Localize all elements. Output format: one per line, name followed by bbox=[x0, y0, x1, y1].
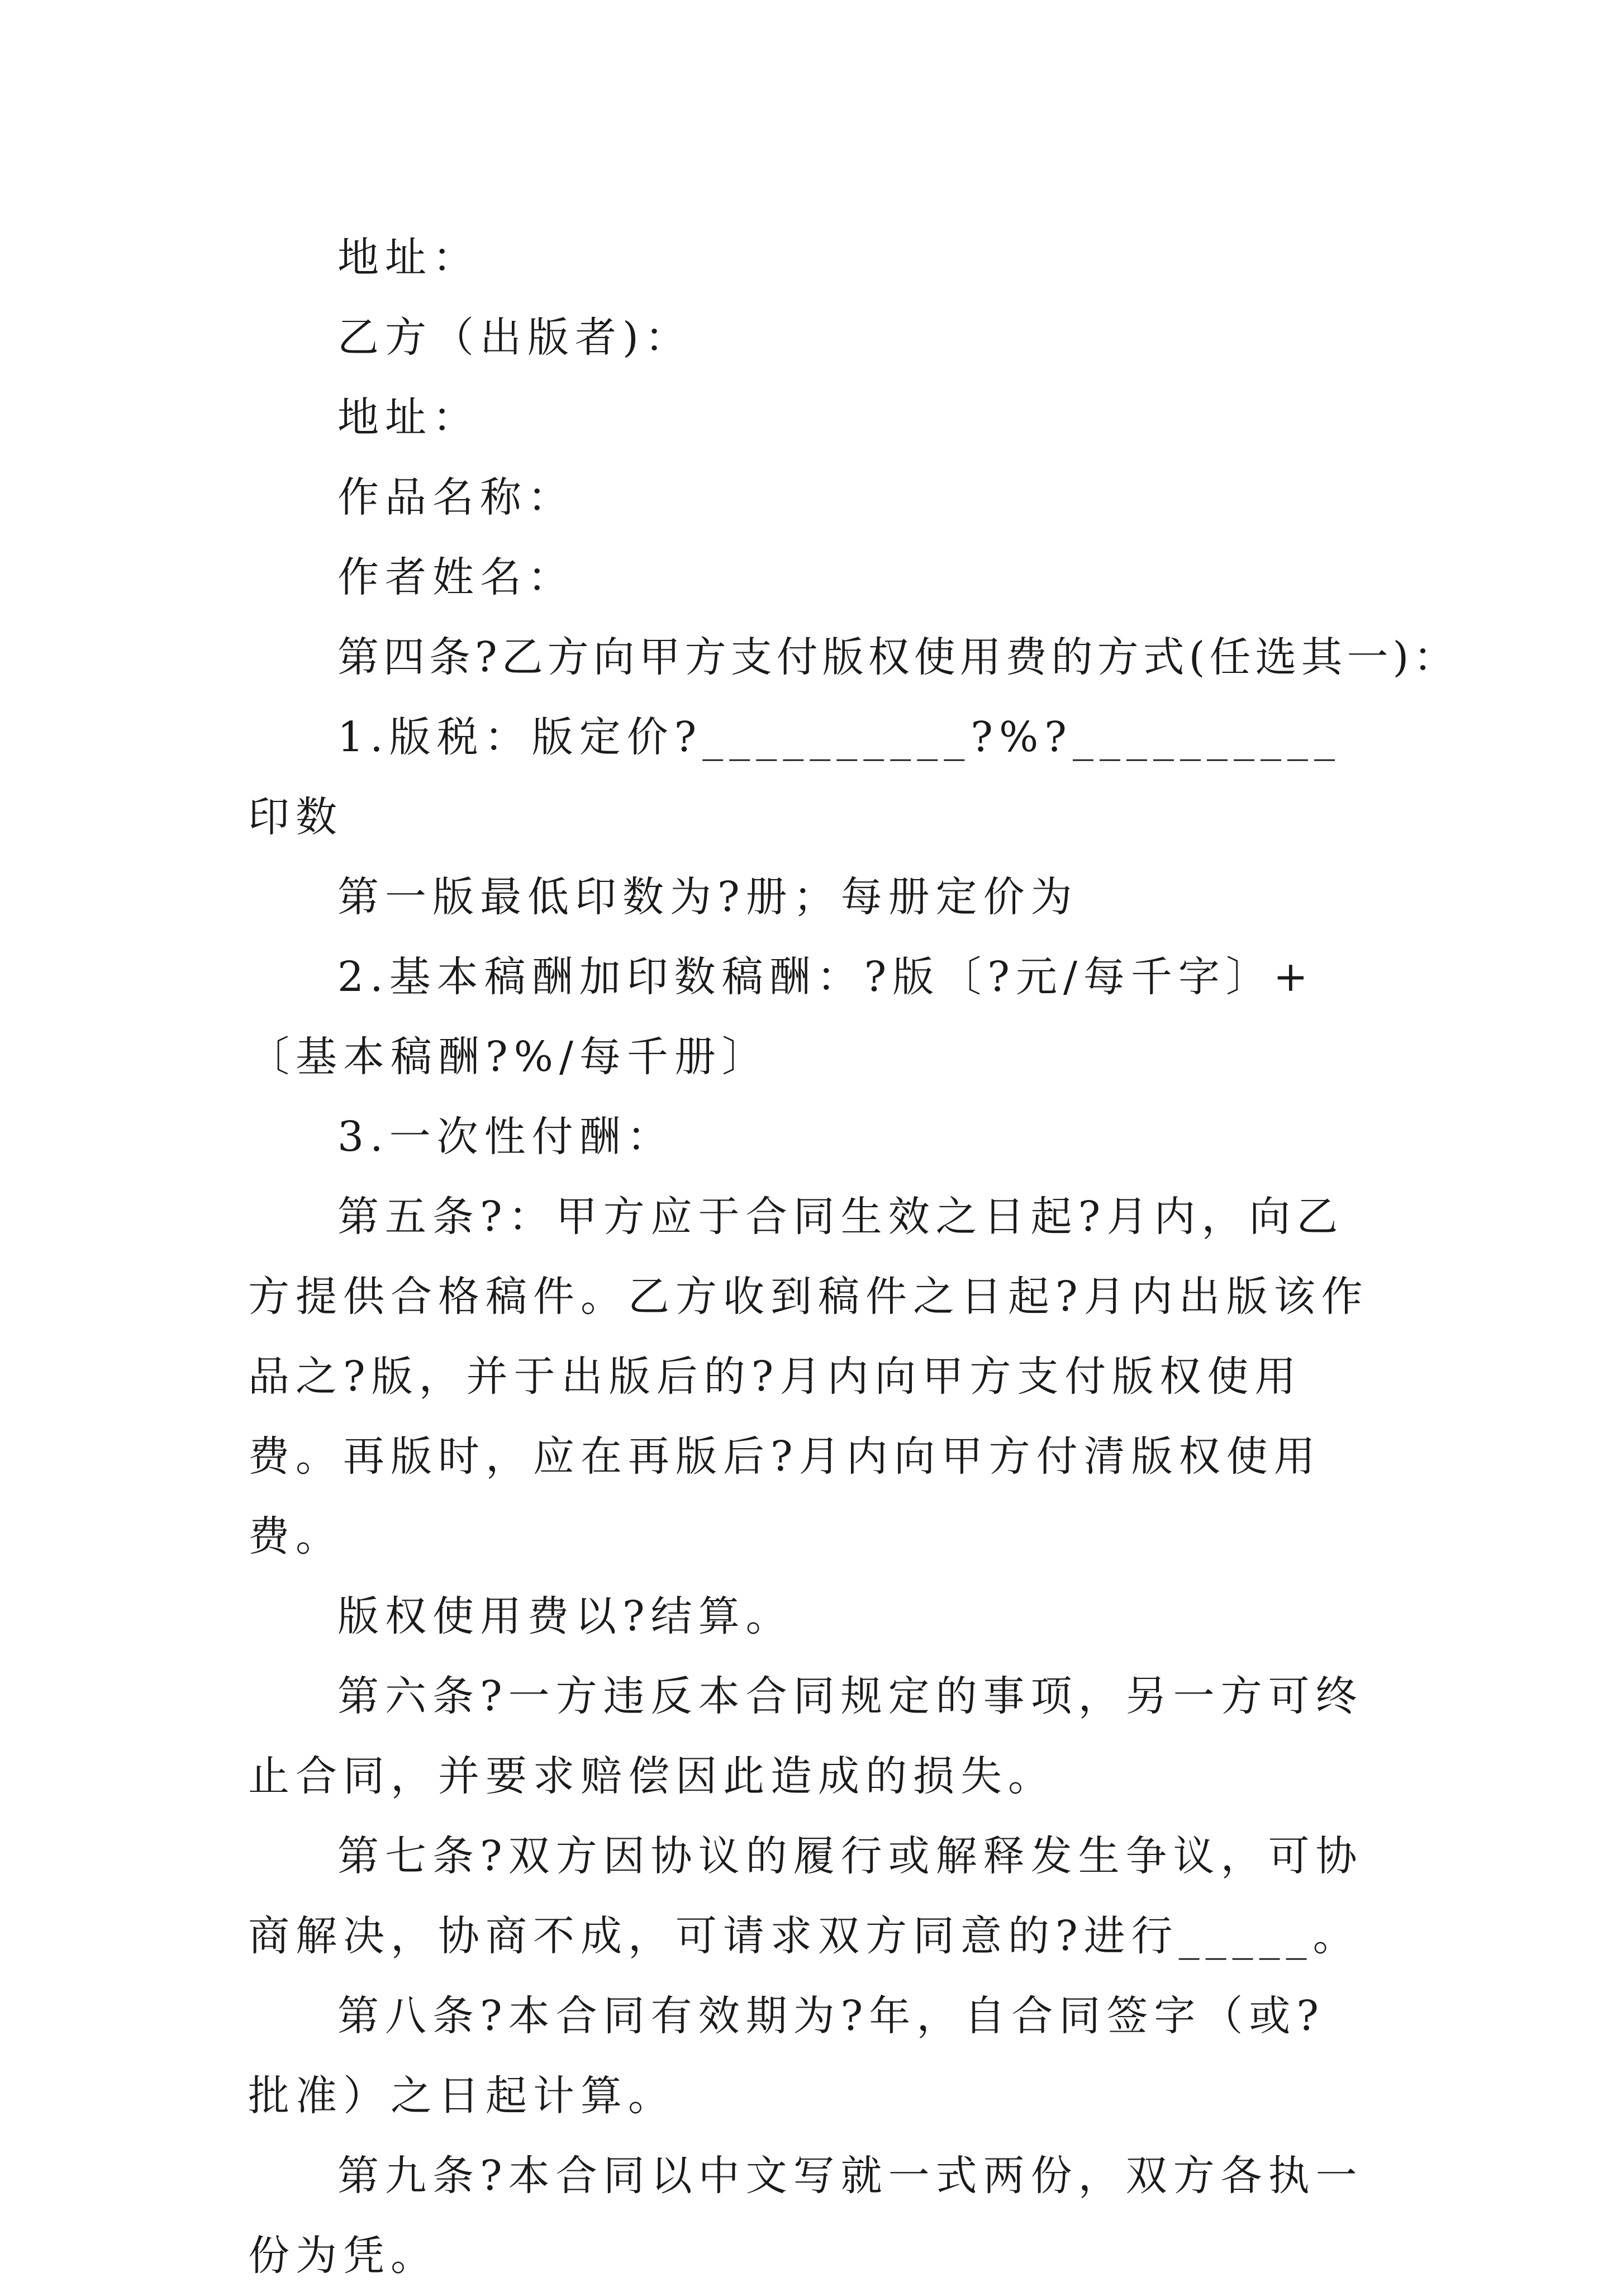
article-8: 第八条?本合同有效期为?年，自合同签字（或?批准）之日起计算。 bbox=[248, 1992, 1325, 2120]
article-6: 第六条?一方违反本合同规定的事项，另一方可终止合同，并要求赔偿因此造成的损失。 bbox=[248, 1672, 1363, 1800]
article-7: 第七条?双方因协议的履行或解释发生争议，可协商解决，协商不成，可请求双方同意的?进行_____。 bbox=[248, 1832, 1363, 1960]
settlement-line: 版权使用费以?结算。 bbox=[337, 1592, 793, 1640]
royalty-option-1: 1.版税：版定价?__________?%?__________印数 bbox=[248, 713, 1341, 841]
contract-text bbox=[248, 218, 1459, 2296]
work-title-line: 作品名称： bbox=[337, 473, 575, 521]
article-9: 第九条?本合同以中文写就一式两份，双方各执一份为凭。 bbox=[248, 2152, 1363, 2280]
royalty-option-2: 2.基本稿酬加印数稿酬：?版〔?元/每千字〕+〔基本稿酬?%/每千册〕 bbox=[248, 953, 1314, 1081]
party-b-line: 乙方（出版者)： bbox=[337, 314, 692, 362]
party-a-address-line: 地址： bbox=[337, 234, 480, 282]
party-b-address-line: 地址： bbox=[337, 393, 480, 442]
author-name-line: 作者姓名： bbox=[337, 553, 575, 601]
article-5: 第五条?：甲方应于合同生效之日起?月内，向乙方提供合格稿件。乙方收到稿件之日起?月内出版该作品之?版，并于出版后的?月内向甲方支付版权使用费。再版时，应在再版后?月内向甲方付清版权使用费。 bbox=[248, 1193, 1369, 1560]
royalty-option-3: 3.一次性付酬： bbox=[337, 1113, 674, 1161]
article-4-heading: 第四条?乙方向甲方支付版权使用费的方式(任选其一)： bbox=[337, 633, 1459, 681]
first-edition-line: 第一版最低印数为?册；每册定价为 bbox=[337, 873, 1078, 921]
